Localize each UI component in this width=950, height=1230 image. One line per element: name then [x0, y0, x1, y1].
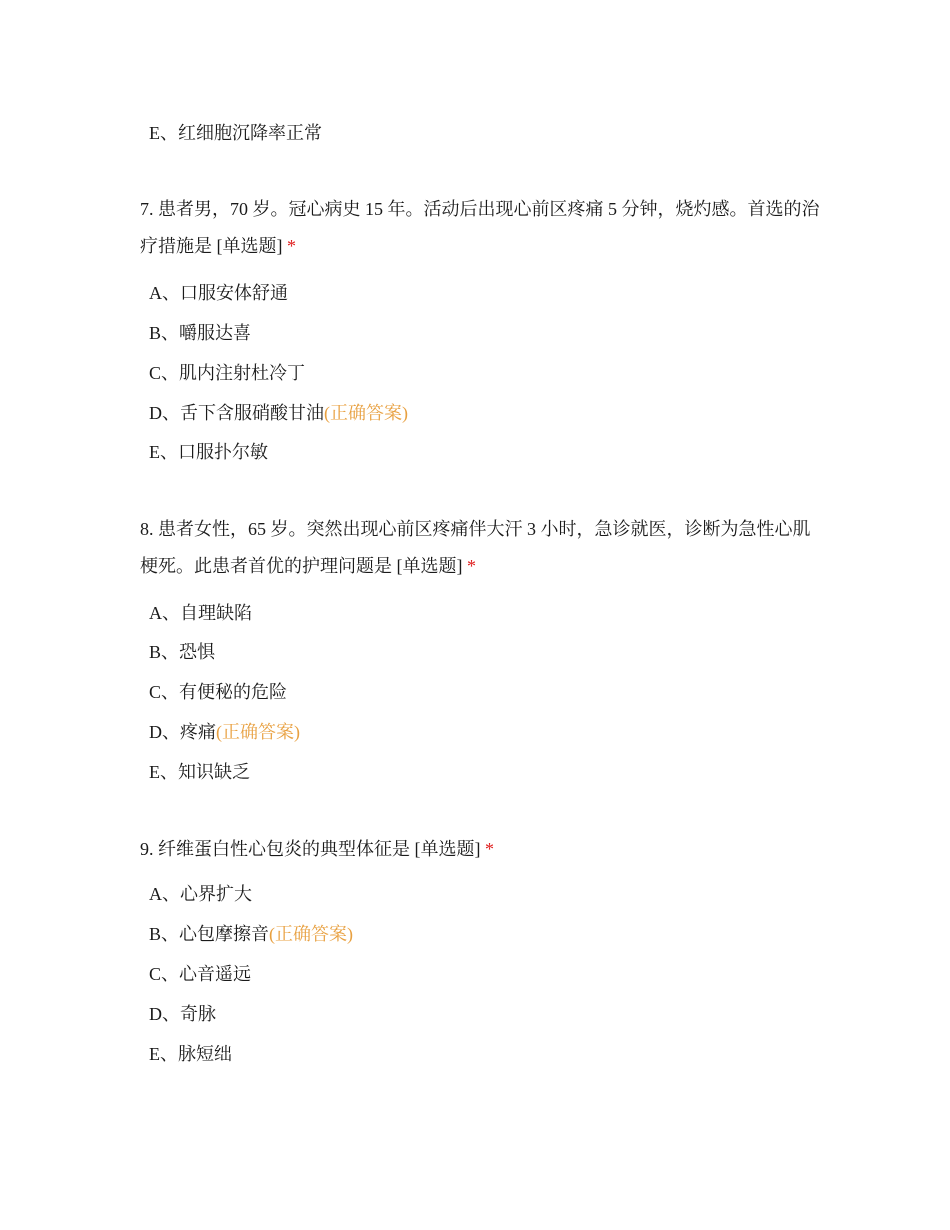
option-item	[149, 401, 408, 425]
option-item	[149, 760, 250, 784]
option-item	[149, 1002, 216, 1026]
question-7-title	[140, 191, 820, 265]
question-text: 9. 纤维蛋白性心包炎的典型体征是 [单选题]	[140, 839, 481, 859]
option-text: A、自理缺陷	[149, 603, 252, 623]
option-item	[149, 1042, 232, 1066]
question-8-title	[140, 511, 820, 585]
option-text: C、心音遥远	[149, 964, 252, 984]
option-item	[149, 882, 252, 906]
option-text: E、知识缺乏	[149, 762, 250, 782]
question-text: 8. 患者女性，65 岁。突然出现心前区疼痛伴大汗 3 小时，急诊就医，诊断为急性心肌梗死。此患者首优的护理问题是 [单选题]	[140, 519, 811, 576]
option-item	[149, 922, 353, 946]
option-text: A、心界扩大	[149, 884, 252, 904]
option-item	[149, 281, 288, 305]
option-text: D、舌下含服硝酸甘油	[149, 403, 324, 423]
option-item	[149, 962, 251, 986]
option-text: E、脉短绌	[149, 1044, 232, 1064]
option-text: B、恐惧	[149, 642, 216, 662]
question-9-title	[140, 831, 820, 868]
option-item	[149, 361, 305, 385]
option-text: B、心包摩擦音	[149, 924, 270, 944]
option-text: D、奇脉	[149, 1004, 216, 1024]
option-text: C、有便秘的危险	[149, 682, 288, 702]
option-item	[149, 321, 251, 345]
correct-answer-mark: (正确答案)	[269, 924, 354, 944]
correct-answer-mark: (正确答案)	[324, 403, 408, 423]
option-text: A、口服安体舒通	[149, 283, 288, 303]
option-text: B、嚼服达喜	[149, 323, 252, 343]
correct-answer-mark: (正确答案)	[216, 722, 300, 742]
option-text: D、疼痛	[149, 722, 216, 742]
option-item	[149, 121, 322, 145]
option-item	[149, 601, 252, 625]
option-item	[149, 640, 215, 664]
option-item	[149, 720, 300, 744]
option-item	[149, 440, 268, 464]
option-text: E、红细胞沉降率正常	[149, 123, 322, 143]
required-mark: *	[467, 556, 476, 576]
required-mark: *	[485, 839, 494, 859]
question-text: 7. 患者男，70 岁。冠心病史 15 年。活动后出现心前区疼痛 5 分钟，烧灼感。首选的治疗措施是 [单选题]	[140, 199, 820, 256]
option-item	[149, 680, 287, 704]
option-text: C、肌内注射杜冷丁	[149, 363, 306, 383]
required-mark: *	[287, 236, 296, 256]
option-text: E、口服扑尔敏	[149, 442, 268, 462]
